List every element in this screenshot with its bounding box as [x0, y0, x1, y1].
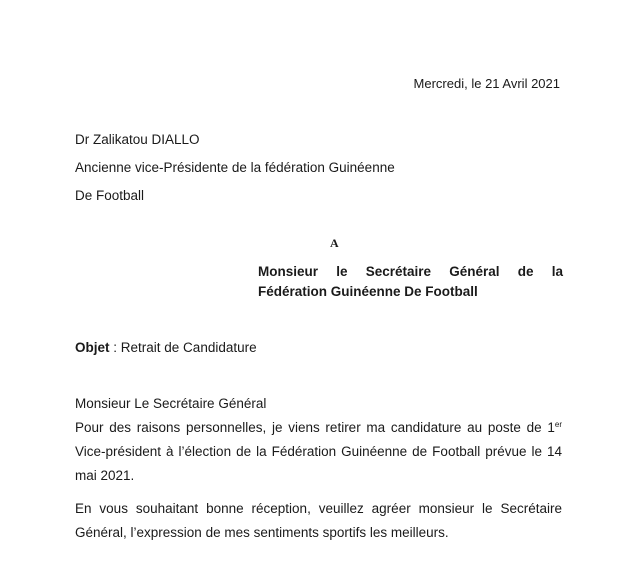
body-paragraph-2: En vous souhaitant bonne réception, veuillez agréer monsieur le Secrétaire Général, l’expression de mes sentiments sportifs les meilleurs.	[75, 501, 562, 540]
subject-separator: :	[109, 340, 121, 355]
paragraph-1-end: Vice-président à l’élection de la Fédération Guinéenne de Football prévue le 14 mai 2021.	[75, 444, 562, 483]
subject-text: Retrait de Candidature	[120, 340, 257, 355]
subject-line	[75, 339, 257, 357]
letter-date: Mercredi, le 21 Avril 2021	[413, 76, 560, 91]
recipient-address: Monsieur le Secrétaire Général de la Fédération Guinéenne De Football	[258, 264, 563, 299]
ordinal-superscript: er	[554, 420, 562, 429]
recipient-marker: A	[330, 236, 339, 250]
paragraph-1-start: Pour des raisons personnelles, je viens retirer ma candidature au poste de 1	[75, 420, 555, 435]
letter-body	[75, 392, 562, 545]
subject-label: Objet	[75, 340, 110, 355]
body-paragraph-1	[75, 416, 562, 488]
sender-title-line2: De Football	[75, 188, 145, 203]
sender-title-line1: Ancienne vice-Présidente de la fédération Guinéenne	[75, 160, 395, 175]
salutation: Monsieur Le Secrétaire Général	[75, 396, 267, 411]
sender-name: Dr Zalikatou DIALLO	[75, 132, 200, 147]
sender-block	[75, 126, 395, 210]
